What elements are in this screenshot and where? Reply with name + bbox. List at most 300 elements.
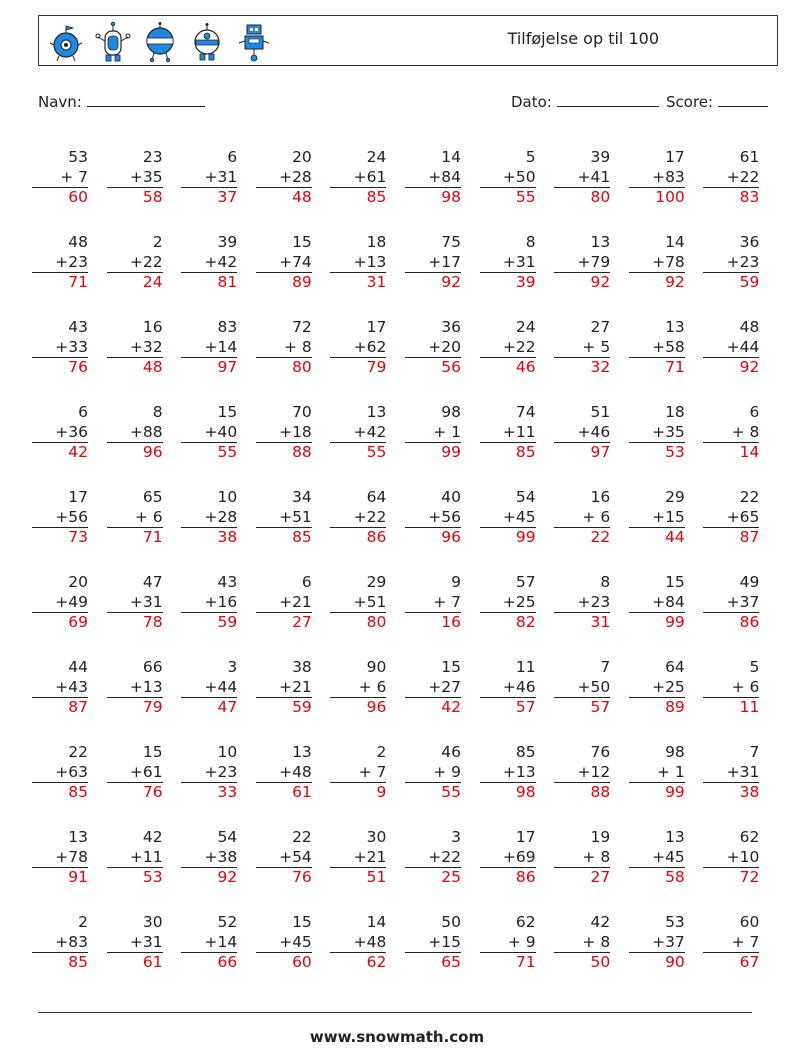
problem-item	[554, 743, 610, 803]
addend-bottom: +48	[353, 932, 387, 951]
addend-top: 29	[366, 573, 387, 591]
addend-top: 20	[292, 148, 312, 166]
addend-bottom: +27	[428, 677, 461, 696]
problem-item	[405, 148, 461, 208]
addend-top: 44	[68, 658, 88, 676]
addend-bottom: + 6	[731, 677, 760, 696]
answer: 9	[330, 782, 386, 803]
addend-top: 22	[739, 488, 760, 506]
addend-bottom: + 7	[358, 762, 387, 781]
name-blank[interactable]	[87, 92, 205, 107]
addend-bottom: +41	[577, 167, 611, 186]
addend-bottom: +88	[129, 422, 163, 441]
problem-item	[181, 318, 237, 378]
problem-item	[554, 318, 610, 378]
addend-bottom: +48	[279, 762, 312, 781]
addend-top: 22	[68, 743, 88, 761]
addend-bottom: +84	[652, 592, 685, 611]
problem-item	[405, 828, 461, 888]
problem-item	[629, 913, 685, 973]
addend-bottom: +23	[726, 252, 760, 271]
addend-bottom: +84	[428, 167, 461, 186]
answer: 92	[629, 272, 685, 293]
addend-bottom: +22	[428, 847, 461, 866]
problem-item	[405, 913, 461, 973]
problem-item	[330, 573, 386, 633]
name-field[interactable]	[38, 92, 205, 111]
problem-item	[703, 658, 759, 718]
answer: 79	[330, 357, 386, 378]
addend-top: 39	[590, 148, 611, 166]
answer: 83	[703, 187, 759, 208]
problem-item	[629, 148, 685, 208]
addend-top: 62	[739, 828, 760, 846]
addend-bottom: +32	[129, 337, 163, 356]
problem-item	[629, 488, 685, 548]
addend-top: 15	[217, 403, 238, 421]
problem-item	[256, 743, 312, 803]
problem-item	[703, 828, 759, 888]
addend-top: 61	[739, 148, 760, 166]
addend-bottom: +35	[652, 422, 685, 441]
addend-bottom: + 5	[582, 337, 611, 356]
answer: 58	[107, 187, 163, 208]
addend-top: 3	[451, 828, 461, 846]
addend-top: 34	[292, 488, 312, 506]
addend-top: 39	[217, 233, 238, 251]
addend-bottom: +15	[652, 507, 685, 526]
addend-top: 8	[600, 573, 611, 591]
problem-item	[256, 828, 312, 888]
addend-top: 30	[142, 913, 163, 931]
problem-item	[554, 233, 610, 293]
addend-bottom: +14	[204, 932, 238, 951]
addend-top: 65	[142, 488, 163, 506]
addend-bottom: +46	[502, 677, 536, 696]
problem-item	[181, 658, 237, 718]
date-blank[interactable]	[557, 92, 659, 107]
answer: 48	[256, 187, 312, 208]
addend-bottom: +31	[129, 592, 163, 611]
answer: 61	[107, 952, 163, 973]
problem-item	[181, 488, 237, 548]
addend-bottom: +25	[502, 592, 536, 611]
problem-item	[330, 318, 386, 378]
addend-bottom: +22	[726, 167, 760, 186]
answer: 81	[181, 272, 237, 293]
addend-top: 51	[590, 403, 611, 421]
answer: 59	[181, 612, 237, 633]
answer: 91	[32, 867, 88, 888]
addend-bottom: +23	[577, 592, 611, 611]
addend-top: 23	[142, 148, 163, 166]
addend-bottom: +33	[55, 337, 88, 356]
addend-top: 66	[142, 658, 163, 676]
problem-item	[32, 573, 88, 633]
score-field[interactable]	[666, 92, 768, 111]
problem-item	[554, 828, 610, 888]
answer: 16	[405, 612, 461, 633]
addend-bottom: +69	[502, 847, 536, 866]
addend-bottom: +62	[353, 337, 387, 356]
addend-bottom: + 6	[582, 507, 611, 526]
addend-top: 64	[366, 488, 387, 506]
addend-top: 64	[665, 658, 685, 676]
answer: 89	[256, 272, 312, 293]
addend-bottom: +31	[204, 167, 238, 186]
addend-top: 14	[441, 148, 461, 166]
answer: 62	[330, 952, 386, 973]
addend-bottom: +61	[129, 762, 163, 781]
addend-bottom: +28	[204, 507, 238, 526]
addend-top: 3	[227, 658, 238, 676]
addend-top: 17	[68, 488, 88, 506]
addend-bottom: +65	[726, 507, 760, 526]
addend-top: 6	[227, 148, 238, 166]
addend-top: 10	[217, 488, 238, 506]
problem-item	[256, 233, 312, 293]
addend-top: 5	[749, 658, 760, 676]
addend-bottom: +56	[55, 507, 88, 526]
addend-bottom: +11	[502, 422, 536, 441]
answer: 11	[703, 697, 759, 718]
problem-item	[181, 828, 237, 888]
addend-bottom: +10	[726, 847, 760, 866]
problem-item	[107, 148, 163, 208]
problem-item	[405, 403, 461, 463]
addend-top: 15	[292, 913, 312, 931]
addend-bottom: +16	[204, 592, 238, 611]
addend-bottom: +42	[353, 422, 387, 441]
addend-bottom: +63	[55, 762, 88, 781]
addend-bottom: +18	[279, 422, 312, 441]
answer: 72	[703, 867, 759, 888]
addend-bottom: +13	[353, 252, 387, 271]
addend-bottom: +22	[502, 337, 536, 356]
problem-item	[554, 658, 610, 718]
answer: 92	[703, 357, 759, 378]
answer: 51	[330, 867, 386, 888]
problem-item	[32, 828, 88, 888]
problem-item	[480, 658, 536, 718]
answer: 71	[629, 357, 685, 378]
addend-bottom: + 7	[433, 592, 461, 611]
answer: 99	[405, 442, 461, 463]
addend-bottom: +49	[55, 592, 88, 611]
score-blank[interactable]	[718, 92, 768, 107]
score-label: Score:	[666, 93, 714, 111]
problem-item	[256, 573, 312, 633]
addend-top: 53	[665, 913, 685, 931]
answer: 22	[554, 527, 610, 548]
problem-item	[32, 318, 88, 378]
problem-item	[330, 658, 386, 718]
addend-top: 13	[292, 743, 312, 761]
addend-bottom: + 6	[134, 507, 163, 526]
addend-bottom: +50	[577, 677, 611, 696]
addend-bottom: + 8	[284, 337, 312, 356]
problem-item	[32, 488, 88, 548]
answer: 92	[554, 272, 610, 293]
answer: 99	[629, 782, 685, 803]
addend-bottom: +46	[577, 422, 611, 441]
answer: 60	[32, 187, 88, 208]
addend-top: 76	[590, 743, 611, 761]
addend-bottom: +21	[279, 592, 312, 611]
date-field[interactable]	[511, 92, 659, 111]
addend-bottom: +31	[129, 932, 163, 951]
addend-top: 54	[217, 828, 238, 846]
addend-top: 7	[749, 743, 760, 761]
addend-top: 75	[441, 233, 461, 251]
problem-item	[181, 148, 237, 208]
answer: 96	[330, 697, 386, 718]
addend-bottom: +21	[353, 847, 387, 866]
problem-item	[554, 148, 610, 208]
addend-top: 10	[217, 743, 238, 761]
problem-item	[405, 318, 461, 378]
problem-item	[107, 318, 163, 378]
addend-top: 83	[217, 318, 238, 336]
addend-top: 8	[152, 403, 163, 421]
addend-bottom: +22	[353, 507, 387, 526]
addend-bottom: +54	[279, 847, 312, 866]
problem-item	[405, 743, 461, 803]
answer: 55	[181, 442, 237, 463]
addend-top: 70	[292, 403, 312, 421]
answer: 24	[107, 272, 163, 293]
addend-bottom: +61	[353, 167, 387, 186]
problem-item	[330, 828, 386, 888]
footer-divider	[38, 1012, 752, 1013]
addend-bottom: +28	[279, 167, 312, 186]
answer: 58	[629, 867, 685, 888]
addend-top: 48	[739, 318, 760, 336]
problem-item	[330, 233, 386, 293]
addend-top: 50	[441, 913, 461, 931]
problem-item	[32, 233, 88, 293]
addend-top: 72	[292, 318, 312, 336]
addend-top: 13	[665, 318, 685, 336]
addend-bottom: + 1	[433, 422, 461, 441]
addend-bottom: +37	[726, 592, 760, 611]
addend-top: 15	[292, 233, 312, 251]
addend-bottom: +31	[502, 252, 536, 271]
answer: 48	[107, 357, 163, 378]
addend-top: 19	[590, 828, 611, 846]
answer: 80	[554, 187, 610, 208]
addend-top: 6	[749, 403, 760, 421]
addend-top: 11	[515, 658, 536, 676]
addend-bottom: + 9	[433, 762, 461, 781]
addend-top: 46	[441, 743, 461, 761]
problem-item	[629, 573, 685, 633]
addend-top: 13	[68, 828, 88, 846]
answer: 44	[629, 527, 685, 548]
problem-item	[181, 403, 237, 463]
addend-bottom: +23	[55, 252, 88, 271]
addend-top: 29	[665, 488, 685, 506]
answer: 53	[107, 867, 163, 888]
addend-bottom: +37	[652, 932, 685, 951]
answer: 47	[181, 697, 237, 718]
answer: 86	[330, 527, 386, 548]
addend-top: 42	[590, 913, 611, 931]
answer: 55	[405, 782, 461, 803]
problem-item	[256, 318, 312, 378]
problem-item	[480, 913, 536, 973]
addend-bottom: +45	[279, 932, 312, 951]
answer: 97	[554, 442, 610, 463]
problem-item	[330, 743, 386, 803]
addend-bottom: +45	[652, 847, 685, 866]
answer: 33	[181, 782, 237, 803]
answer: 85	[256, 527, 312, 548]
answer: 50	[554, 952, 610, 973]
addend-top: 57	[515, 573, 536, 591]
problem-item	[554, 488, 610, 548]
addend-top: 13	[665, 828, 685, 846]
answer: 38	[703, 782, 759, 803]
addend-bottom: +43	[55, 677, 88, 696]
answer: 69	[32, 612, 88, 633]
addend-top: 2	[376, 743, 387, 761]
addend-top: 14	[366, 913, 387, 931]
addend-bottom: +17	[428, 252, 461, 271]
problem-item	[32, 148, 88, 208]
problem-item	[480, 743, 536, 803]
addend-top: 98	[441, 403, 461, 421]
addend-top: 6	[78, 403, 88, 421]
addend-bottom: +22	[129, 252, 163, 271]
header-box	[38, 15, 778, 66]
answer: 53	[629, 442, 685, 463]
addend-bottom: +15	[428, 932, 461, 951]
problem-item	[256, 403, 312, 463]
addend-top: 14	[665, 233, 685, 251]
answer: 55	[480, 187, 536, 208]
answer: 27	[554, 867, 610, 888]
answer: 87	[32, 697, 88, 718]
answer: 42	[32, 442, 88, 463]
addend-top: 17	[665, 148, 685, 166]
problem-item	[330, 148, 386, 208]
problem-item	[107, 403, 163, 463]
problem-item	[181, 913, 237, 973]
answer: 80	[330, 612, 386, 633]
problem-item	[107, 743, 163, 803]
addend-bottom: +35	[129, 167, 163, 186]
addend-bottom: +11	[129, 847, 163, 866]
problem-item	[32, 403, 88, 463]
answer: 85	[330, 187, 386, 208]
problem-item	[330, 403, 386, 463]
addend-top: 85	[515, 743, 536, 761]
problem-item	[703, 488, 759, 548]
answer: 71	[480, 952, 536, 973]
answer: 27	[256, 612, 312, 633]
addend-top: 48	[68, 233, 88, 251]
addend-top: 8	[525, 233, 536, 251]
problem-item	[181, 743, 237, 803]
problem-item	[32, 658, 88, 718]
answer: 25	[405, 867, 461, 888]
addend-bottom: + 8	[582, 847, 611, 866]
addend-top: 17	[515, 828, 536, 846]
answer: 97	[181, 357, 237, 378]
addend-top: 15	[142, 743, 163, 761]
problem-item	[181, 573, 237, 633]
answer: 65	[405, 952, 461, 973]
answer: 57	[554, 697, 610, 718]
addend-top: 18	[665, 403, 685, 421]
addend-top: 9	[451, 573, 461, 591]
answer: 71	[32, 272, 88, 293]
addend-bottom: +38	[204, 847, 238, 866]
addend-top: 74	[515, 403, 536, 421]
addend-bottom: +14	[204, 337, 238, 356]
problem-item	[181, 233, 237, 293]
problem-item	[629, 658, 685, 718]
answer: 37	[181, 187, 237, 208]
addend-top: 17	[366, 318, 387, 336]
answer: 85	[480, 442, 536, 463]
answer: 67	[703, 952, 759, 973]
addend-top: 53	[68, 148, 88, 166]
answer: 39	[480, 272, 536, 293]
answer: 90	[629, 952, 685, 973]
addend-top: 54	[515, 488, 536, 506]
addend-bottom: + 1	[657, 762, 685, 781]
problem-item	[107, 913, 163, 973]
date-label: Dato:	[511, 93, 552, 111]
problem-item	[554, 913, 610, 973]
addend-bottom: +23	[204, 762, 238, 781]
addend-top: 18	[366, 233, 387, 251]
answer: 96	[107, 442, 163, 463]
answer: 88	[256, 442, 312, 463]
answer: 82	[480, 612, 536, 633]
answer: 38	[181, 527, 237, 548]
problem-item	[554, 573, 610, 633]
problem-item	[480, 148, 536, 208]
addend-top: 30	[366, 828, 387, 846]
problem-item	[256, 658, 312, 718]
answer: 31	[330, 272, 386, 293]
addend-bottom: + 7	[731, 932, 760, 951]
addend-bottom: +56	[428, 507, 461, 526]
answer: 61	[256, 782, 312, 803]
problem-item	[703, 743, 759, 803]
addend-top: 6	[301, 573, 312, 591]
addend-bottom: +12	[577, 762, 611, 781]
addend-bottom: +78	[55, 847, 88, 866]
addend-top: 98	[665, 743, 685, 761]
answer: 73	[32, 527, 88, 548]
answer: 87	[703, 527, 759, 548]
problem-item	[703, 573, 759, 633]
problem-item	[629, 743, 685, 803]
answer: 92	[181, 867, 237, 888]
addend-bottom: +83	[652, 167, 685, 186]
answer: 92	[405, 272, 461, 293]
addend-bottom: +83	[55, 932, 88, 951]
worksheet-title: Tilføjelse op til 100	[507, 29, 659, 48]
problem-item	[32, 743, 88, 803]
answer: 98	[405, 187, 461, 208]
problem-item	[405, 488, 461, 548]
addend-top: 43	[68, 318, 88, 336]
